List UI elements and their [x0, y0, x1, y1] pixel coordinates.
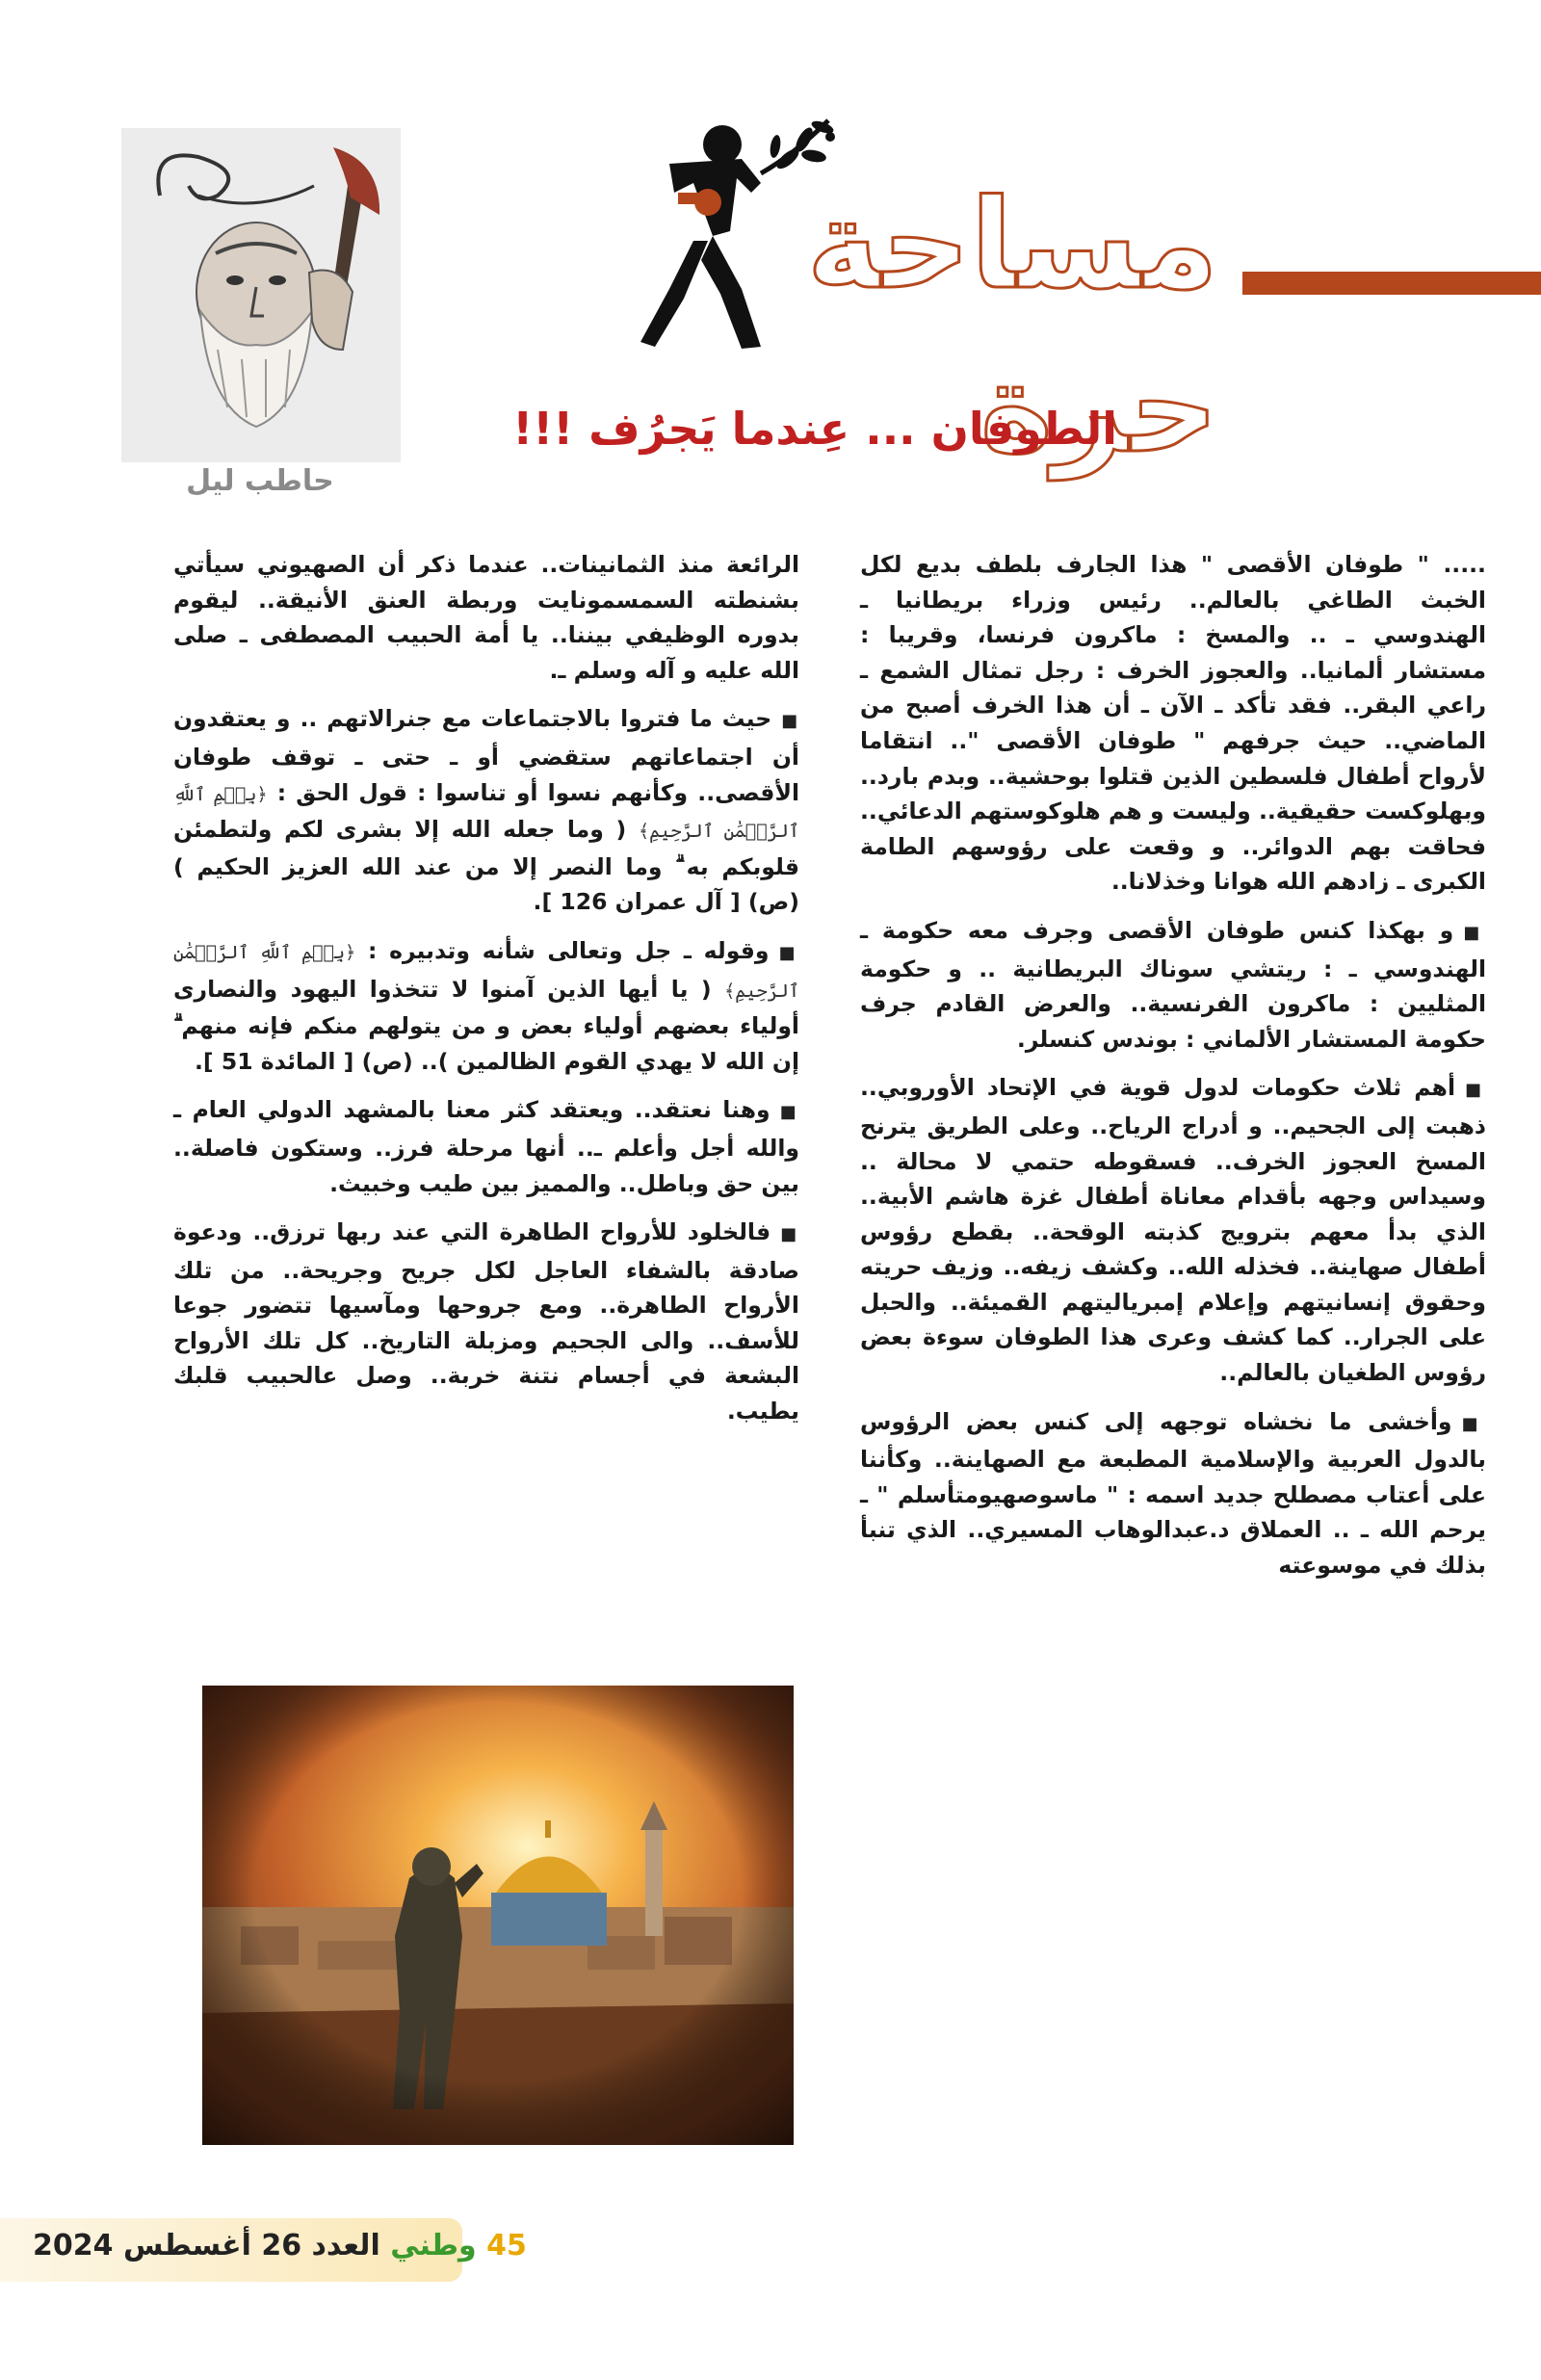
paragraph: ■حيث ما فتروا بالاجتماعات مع جنرالاتهم .. و يعتقدون أن اجتماعاتهم ستقضي أو ـ حتى ـ توقف طوفان الأقصى.. وكأنهم نسوا أو تناسوا : قول الحق : ﴿بِسۡمِ ٱللَّهِ ٱلرَّحۡمَٰنِ ٱلرَّحِيمِ﴾ ( وما جعله الله إلا بشرى لكم ولتطمئن قلوبكم به ۗ وما النصر إلا من عند الله العزيز الحكيم ) (ص) [ آل عمران 126 ]. — [173, 705, 799, 916]
column-title: مساحة حرة — [806, 173, 1218, 481]
page-number: 45 — [486, 2229, 527, 2262]
verse-reference: (ص) [ آل عمران 126 ]. — [533, 888, 799, 916]
issue-info: العدد 26 أغسطس 2024 — [33, 2229, 380, 2262]
paragraph: ■وأخشى ما نخشاه توجهه إلى كنس بعض الرؤوس بالدول العربية والإسلامية المطبعة مع الصهاينة.. وكأننا على أعتاب مصطلح جديد اسمه : " ماسوصهيومتأسلم " ـ يرحم الله ـ .. العملاق د.عبدالوهاب المسيري.. الذي تنبأ بذلك في موسوعته — [860, 1407, 1486, 1580]
footer-page-info — [33, 2229, 527, 2262]
paragraph: ■فالخلود للأرواح الطاهرة التي عند ربها ترزق.. ودعوة صادقة بالشفاء العاجل لكل جريح وجريحة.. من تلك الأرواح الطاهرة.. ومع جروحها ومآسيها تتضور جوعا للأسف.. والى الجحيم ومزبلة التاريخ.. كل تلك الأرواح البشعة في أجسام نتنة خربة.. وصل عالحبيب قلبك يطيب. — [173, 1218, 799, 1425]
bullet-icon: ■ — [780, 1224, 799, 1245]
quran-verse: ( وما جعله الله إلا بشرى لكم ولتطمئن قلوبكم به ۗ وما النصر إلا من عند الله العزيز الحكيم ) — [173, 816, 799, 880]
bullet-icon: ■ — [781, 711, 799, 732]
bullet-icon: ■ — [778, 942, 799, 963]
verse-reference: [ المائدة 51 ]. — [195, 1047, 354, 1075]
bullet-icon: ■ — [1465, 1080, 1486, 1101]
right-text-column — [860, 547, 1486, 1597]
author-name: حاطب ليل — [186, 464, 334, 498]
soldier-dome-photo — [202, 1686, 794, 2145]
quran-verse: ( يا أيها الذين آمنوا لا تتخذوا اليهود والنصارى أولياء بعضهم أولياء بعض و من يتولهم منكم فإنه منهم ۗ إن الله لا يهدي القوم الظالمين ).. (ص) — [173, 975, 799, 1075]
header-accent-bar — [1242, 272, 1541, 295]
article-headline: الطوفان ... عِندما يَجرُف !!! — [512, 403, 1117, 455]
paragraph: الرائعة منذ الثمانينات.. عندما ذكر أن الصهيوني سيأتي بشنطته السمسمونايت وربطة العنق الأنيقة.. ليقوم بدوره الوظيفي بيننا.. يا أمة الحبيب المصطفى ـ صلى الله عليه و آله وسلم ـ. — [173, 551, 799, 684]
bullet-icon: ■ — [1461, 1413, 1486, 1434]
left-text-column — [173, 547, 799, 1443]
magazine-name: وطني — [390, 2229, 477, 2262]
basmala: ﴿بِسۡمِ ٱللَّهِ ٱلرَّحۡمَٰنِ ٱلرَّحِيمِ﴾ — [173, 783, 799, 843]
basmala: ﴿بِسۡمِ ٱللَّهِ ٱلرَّحۡمَٰنِ ٱلرَّحِيمِ﴾ — [173, 941, 799, 1002]
bullet-icon: ■ — [779, 1102, 799, 1123]
bullet-icon: ■ — [1463, 922, 1486, 943]
writer-portrait — [121, 128, 401, 462]
paragraph: ■وهنا نعتقد.. ويعتقد كثر معنا بالمشهد الدولي العام ـ والله أجل وأعلم ـ.. أنها مرحلة فرز.. وستكون فاصلة.. بين حق وباطل.. والمميز بين طيب وخبيث. — [173, 1096, 799, 1197]
paragraph: ■و بهكذا كنس طوفان الأقصى وجرف معه حكومة ـ الهندوسي ـ : ريتشي سوناك البريطانية .. و حكومة المثليين : ماكرون الفرنسية.. والعرض القادم جرف حكومة المستشار الألماني : بوندس كنسلر. — [860, 916, 1486, 1053]
paragraph: ■وقوله ـ جل وتعالى شأنه وتدبيره : ﴿بِسۡمِ ٱللَّهِ ٱلرَّحۡمَٰنِ ٱلرَّحِيمِ﴾ ( يا أيها الذين آمنوا لا تتخذوا اليهود والنصارى أولياء بعضهم أولياء بعض و من يتولهم منكم فإنه منهم ۗ إن الله لا يهدي القوم الظالمين ).. (ص) [ المائدة 51 ]. — [173, 936, 799, 1075]
paragraph: ..... " طوفان الأقصى " هذا الجارف بلطف بديع لكل الخبث الطاغي بالعالم.. رئيس وزراء بريطانيا ـ الهندوسي ـ .. والمسخ : ماكرون فرنسا، وقريبا : مستشار ألمانيا.. والعجوز الخرف : رجل تمثال الشمع ـ راعي البقر.. فقد تأكد ـ الآن ـ أن هذا الخرف أصبح من الماضي.. حيث جرفهم " طوفان الأقصى ".. انتقاما لأرواح أطفال فلسطين الذين قتلوا بوحشية.. وبدم بارد.. وبهلوكست حقيقية.. وليست و هم هلوكوستهم الدعائي.. فحاقت بهم الدوائر.. و وقعت على رؤوسهم الطامة الكبرى ـ زادهم الله هوانا وخذلانا.. — [860, 551, 1486, 896]
peace-figure-icon — [616, 106, 848, 366]
paragraph: ■أهم ثلاث حكومات لدول قوية في الإتحاد الأوروبي.. ذهبت إلى الجحيم.. و أدراج الرياح.. وعلى الطريق يترنح المسخ العجوز الخرف.. فسقوطه حتمي لا محالة .. وسيداس وجهه بأقدام معاناة أطفال غزة هاشم الأبية.. الذي بدأ معهم بترويج كذبته الوقحة.. بقطع رؤوس أطفال صهاينة.. فخذله الله.. وكشف زيفه.. وزيف حريته وحقوق إنسانيتهم وإعلام إمبرياليتهم القميئة.. والحبل على الجرار.. كما كشف وعرى هذا الطوفان سوءة بعض رؤوس الطغيان بالعالم.. — [860, 1074, 1486, 1387]
